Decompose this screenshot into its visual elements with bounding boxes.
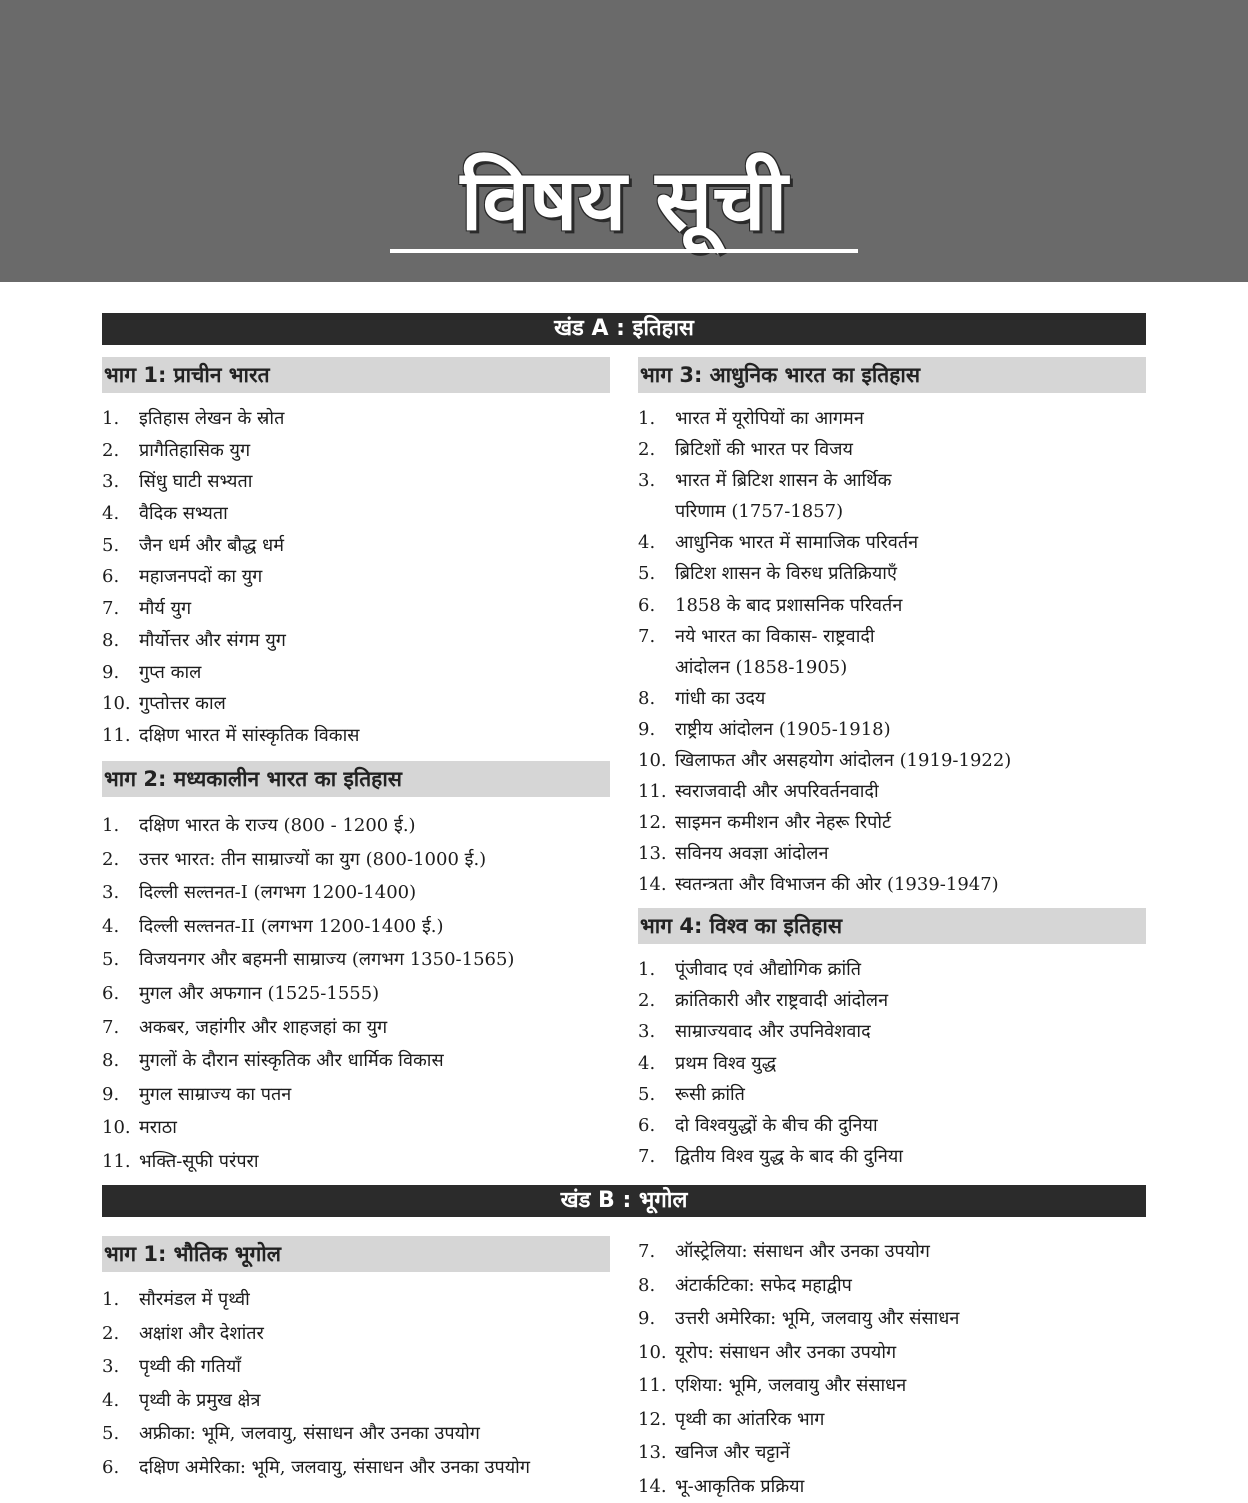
toc-item-number: 3.	[102, 466, 119, 498]
toc-item-number: 13.	[638, 838, 667, 869]
toc-item-number: 3.	[102, 876, 119, 910]
toc-item-number: 2.	[102, 1317, 119, 1351]
toc-item	[638, 590, 1011, 621]
toc-item-number: 7.	[638, 621, 655, 652]
toc-item	[638, 954, 903, 985]
toc-item-text: पृथ्वी की गतियाँ	[139, 1356, 241, 1377]
toc-item	[102, 1317, 530, 1351]
toc-item-text: दिल्ली सल्तनत-II (लगभग 1200-1400 ई.)	[139, 916, 444, 937]
part-b1-list	[102, 1283, 530, 1484]
toc-item-text: दक्षिण भारत के राज्य (800 - 1200 ई.)	[139, 815, 416, 836]
toc-item-text: साम्राज्यवाद और उपनिवेशवाद	[675, 1021, 871, 1042]
toc-item-text: द्वितीय विश्व युद्ध के बाद की दुनिया	[675, 1146, 903, 1167]
toc-item-number: 7.	[102, 593, 119, 625]
section-b-header: खंड B : भूगोल	[102, 1185, 1146, 1217]
toc-item	[102, 1111, 514, 1145]
toc-item-number: 7.	[638, 1141, 655, 1172]
toc-item	[102, 876, 514, 910]
part-a1-heading: भाग 1: प्राचीन भारत	[102, 357, 610, 393]
toc-item-number: 10.	[638, 1336, 667, 1370]
toc-item-text: परिणाम (1757-1857)	[675, 501, 843, 522]
toc-item-text: एशिया: भूमि, जलवायु और संसाधन	[675, 1375, 906, 1396]
toc-item-text: विजयनगर और बहमनी साम्राज्य (लगभग 1350-1565)	[139, 949, 514, 970]
toc-item-number: 8.	[638, 1269, 655, 1303]
toc-item	[638, 403, 1011, 434]
toc-item-text: दो विश्वयुद्धों के बीच की दुनिया	[675, 1115, 878, 1136]
toc-item-text: वैदिक सभ्यता	[139, 503, 228, 524]
toc-item-number: 6.	[102, 561, 119, 593]
toc-item	[638, 1436, 959, 1470]
toc-item-text: मुगलों के दौरान सांस्कृतिक और धार्मिक विकास	[139, 1050, 444, 1071]
toc-item-number: 10.	[102, 1111, 131, 1145]
toc-item-number: 9.	[102, 1078, 119, 1112]
toc-item-text: ब्रिटिश शासन के विरुध प्रतिक्रियाएँ	[675, 563, 897, 584]
toc-item	[638, 621, 1011, 652]
toc-item-number: 5.	[102, 1417, 119, 1451]
toc-item-number: 1.	[102, 1283, 119, 1317]
toc-item	[638, 1141, 903, 1172]
toc-item	[638, 1269, 959, 1303]
toc-item-text: उत्तर भारत: तीन साम्राज्यों का युग (800-1000 ई.)	[139, 849, 486, 870]
toc-item-text: सौरमंडल में पृथ्वी	[139, 1289, 250, 1310]
toc-item-text: मुगल और अफगान (1525-1555)	[139, 983, 379, 1004]
toc-item-text: स्वतन्त्रता और विभाजन की ओर (1939-1947)	[675, 874, 999, 895]
toc-item-text: प्रथम विश्व युद्ध	[675, 1053, 776, 1074]
toc-item	[638, 527, 1011, 558]
toc-item-number: 9.	[638, 714, 655, 745]
toc-item-text: 1858 के बाद प्रशासनिक परिवर्तन	[675, 595, 902, 616]
toc-item-number: 8.	[102, 1044, 119, 1078]
toc-item-number: 6.	[102, 1451, 119, 1485]
toc-item	[102, 910, 514, 944]
part-b1-heading: भाग 1: भौतिक भूगोल	[102, 1236, 610, 1272]
toc-item	[102, 688, 359, 720]
toc-item-text: जैन धर्म और बौद्ध धर्म	[139, 535, 284, 556]
toc-item-number: 5.	[638, 1079, 655, 1110]
toc-item-text: यूरोप: संसाधन और उनका उपयोग	[675, 1342, 896, 1363]
toc-item-text: सिंधु घाटी सभ्यता	[139, 471, 252, 492]
toc-item-text: आंदोलन (1858-1905)	[675, 657, 847, 678]
toc-item	[638, 1110, 903, 1141]
toc-item-number: 11.	[638, 1369, 667, 1403]
toc-item-number: 7.	[638, 1235, 655, 1269]
toc-item-number: 14.	[638, 1470, 667, 1503]
part-a2-list	[102, 809, 514, 1179]
part-a1-list	[102, 403, 359, 752]
section-a-header: खंड A : इतिहास	[102, 313, 1146, 345]
toc-item	[102, 466, 359, 498]
toc-item-number: 6.	[102, 977, 119, 1011]
toc-item-text: गुप्त काल	[139, 662, 201, 683]
toc-item-text: इतिहास लेखन के स्रोत	[139, 408, 284, 429]
toc-item-text: पूंजीवाद एवं औद्योगिक क्रांति	[675, 959, 861, 980]
toc-item	[638, 1048, 903, 1079]
page-title: विषय सूची	[0, 150, 1248, 250]
toc-item-number: 2.	[638, 985, 655, 1016]
toc-item-number: 8.	[102, 625, 119, 657]
toc-item	[102, 530, 359, 562]
toc-item-number: 4.	[102, 1384, 119, 1418]
part-a2-heading: भाग 2: मध्यकालीन भारत का इतिहास	[102, 761, 610, 797]
toc-item	[638, 985, 903, 1016]
toc-item	[102, 1044, 514, 1078]
toc-item-text: आधुनिक भारत में सामाजिक परिवर्तन	[675, 532, 918, 553]
toc-item	[638, 558, 1011, 589]
toc-item	[638, 1470, 959, 1503]
toc-item-number: 10.	[102, 688, 131, 720]
toc-item-text: प्रागैतिहासिक युग	[139, 440, 250, 461]
toc-item	[638, 434, 1011, 465]
toc-item-text: दिल्ली सल्तनत-I (लगभग 1200-1400)	[139, 882, 416, 903]
toc-item-number: 11.	[102, 720, 131, 752]
toc-item	[638, 1016, 903, 1047]
part-a4-list	[638, 954, 903, 1172]
toc-item	[102, 943, 514, 977]
toc-item	[638, 776, 1011, 807]
toc-item-number: 10.	[638, 745, 667, 776]
toc-item-text: भारत में यूरोपियों का आगमन	[675, 408, 864, 429]
toc-item-number: 4.	[102, 910, 119, 944]
toc-item	[638, 465, 1011, 496]
toc-item-text: मराठा	[139, 1117, 177, 1138]
toc-item	[102, 657, 359, 689]
toc-item-text: अफ्रीका: भूमि, जलवायु, संसाधन और उनका उपयोग	[139, 1423, 480, 1444]
title-underline	[390, 249, 858, 253]
toc-item-number: 9.	[638, 1302, 655, 1336]
toc-item-text: महाजनपदों का युग	[139, 566, 262, 587]
toc-item-number: 2.	[102, 435, 119, 467]
toc-item-number: 14.	[638, 869, 667, 900]
toc-item	[102, 843, 514, 877]
toc-item	[102, 1417, 530, 1451]
toc-item-number: 2.	[638, 434, 655, 465]
toc-item	[638, 869, 1011, 900]
toc-item-text: अक्षांश और देशांतर	[139, 1323, 264, 1344]
toc-item	[638, 714, 1011, 745]
toc-item-number: 5.	[102, 943, 119, 977]
toc-item	[638, 1403, 959, 1437]
toc-item	[638, 1235, 959, 1269]
toc-item	[102, 1145, 514, 1179]
toc-item-number: 12.	[638, 1403, 667, 1437]
toc-item-number: 1.	[638, 954, 655, 985]
toc-item-text: पृथ्वी का आंतरिक भाग	[675, 1409, 824, 1430]
toc-item-number: 2.	[102, 843, 119, 877]
part-a3-list	[638, 403, 1011, 901]
toc-item-text: मौर्योत्तर और संगम युग	[139, 630, 286, 651]
toc-item-text: दक्षिण अमेरिका: भूमि, जलवायु, संसाधन और उनका उपयोग	[139, 1457, 530, 1478]
toc-item-number: 1.	[638, 403, 655, 434]
toc-item	[638, 838, 1011, 869]
toc-item-number: 6.	[638, 1110, 655, 1141]
toc-item	[638, 1079, 903, 1110]
toc-item-text: पृथ्वी के प्रमुख क्षेत्र	[139, 1390, 260, 1411]
toc-item-number: 8.	[638, 683, 655, 714]
toc-item-text: खिलाफत और असहयोग आंदोलन (1919-1922)	[675, 750, 1011, 771]
toc-item-number: 5.	[102, 530, 119, 562]
toc-item-text: क्रांतिकारी और राष्ट्रवादी आंदोलन	[675, 990, 888, 1011]
toc-item	[102, 1350, 530, 1384]
toc-item-number: 3.	[638, 465, 655, 496]
toc-item	[102, 1384, 530, 1418]
toc-item-text: ऑस्ट्रेलिया: संसाधन और उनका उपयोग	[675, 1241, 930, 1262]
toc-item-text: साइमन कमीशन और नेहरू रिपोर्ट	[675, 812, 891, 833]
toc-item-number: 4.	[638, 1048, 655, 1079]
toc-item-text: दक्षिण भारत में सांस्कृतिक विकास	[139, 725, 359, 746]
toc-item	[102, 720, 359, 752]
toc-item	[638, 1336, 959, 1370]
toc-item-number: 4.	[638, 527, 655, 558]
toc-item-number: 3.	[102, 1350, 119, 1384]
toc-item-number: 4.	[102, 498, 119, 530]
toc-item	[638, 652, 1011, 683]
toc-item-text: गांधी का उदय	[675, 688, 765, 709]
toc-item	[102, 1283, 530, 1317]
toc-item-number: 5.	[638, 558, 655, 589]
toc-item	[102, 809, 514, 843]
toc-item	[102, 1451, 530, 1485]
toc-item-text: राष्ट्रीय आंदोलन (1905-1918)	[675, 719, 891, 740]
toc-item-text: नये भारत का विकास- राष्ट्रवादी	[675, 626, 875, 647]
toc-item-number: 7.	[102, 1011, 119, 1045]
toc-item	[102, 435, 359, 467]
toc-item	[638, 1302, 959, 1336]
toc-item	[102, 1078, 514, 1112]
toc-item	[638, 683, 1011, 714]
part-a3-heading: भाग 3: आधुनिक भारत का इतिहास	[638, 357, 1146, 393]
toc-item	[638, 807, 1011, 838]
toc-item-number: 13.	[638, 1436, 667, 1470]
toc-item	[638, 496, 1011, 527]
toc-item-number: 6.	[638, 590, 655, 621]
toc-item	[638, 745, 1011, 776]
toc-item-text: रूसी क्रांति	[675, 1084, 745, 1105]
toc-item	[102, 977, 514, 1011]
toc-item-text: अकबर, जहांगीर और शाहजहां का युग	[139, 1017, 387, 1038]
toc-item-text: अंटार्कटिका: सफेद महाद्वीप	[675, 1275, 852, 1296]
toc-item-text: भू-आकृतिक प्रक्रिया	[675, 1476, 804, 1497]
toc-item-number: 11.	[638, 776, 667, 807]
toc-item	[102, 1011, 514, 1045]
toc-item	[638, 1369, 959, 1403]
toc-item-text: ब्रिटिशों की भारत पर विजय	[675, 439, 853, 460]
toc-item-text: भारत में ब्रिटिश शासन के आर्थिक	[675, 470, 892, 491]
toc-item-text: भक्ति-सूफी परंपरा	[139, 1151, 259, 1172]
toc-item-text: मुगल साम्राज्य का पतन	[139, 1084, 291, 1105]
toc-item-text: मौर्य युग	[139, 598, 191, 619]
toc-item-text: स्वराजवादी और अपरिवर्तनवादी	[675, 781, 879, 802]
toc-item	[102, 593, 359, 625]
toc-item-text: उत्तरी अमेरिका: भूमि, जलवायु और संसाधन	[675, 1308, 959, 1329]
part-a4-heading: भाग 4: विश्व का इतिहास	[638, 908, 1146, 944]
toc-item	[102, 561, 359, 593]
toc-item	[102, 403, 359, 435]
toc-item-number: 9.	[102, 657, 119, 689]
toc-item-number: 11.	[102, 1145, 131, 1179]
toc-item-number: 1.	[102, 809, 119, 843]
toc-item-number: 3.	[638, 1016, 655, 1047]
toc-item	[102, 625, 359, 657]
toc-item-text: सविनय अवज्ञा आंदोलन	[675, 843, 828, 864]
toc-item-text: खनिज और चट्टानें	[675, 1442, 790, 1463]
part-b1-list-continued	[638, 1235, 959, 1503]
toc-item-number: 1.	[102, 403, 119, 435]
toc-item-text: गुप्तोत्तर काल	[139, 693, 226, 714]
toc-item-number: 12.	[638, 807, 667, 838]
toc-item	[102, 498, 359, 530]
